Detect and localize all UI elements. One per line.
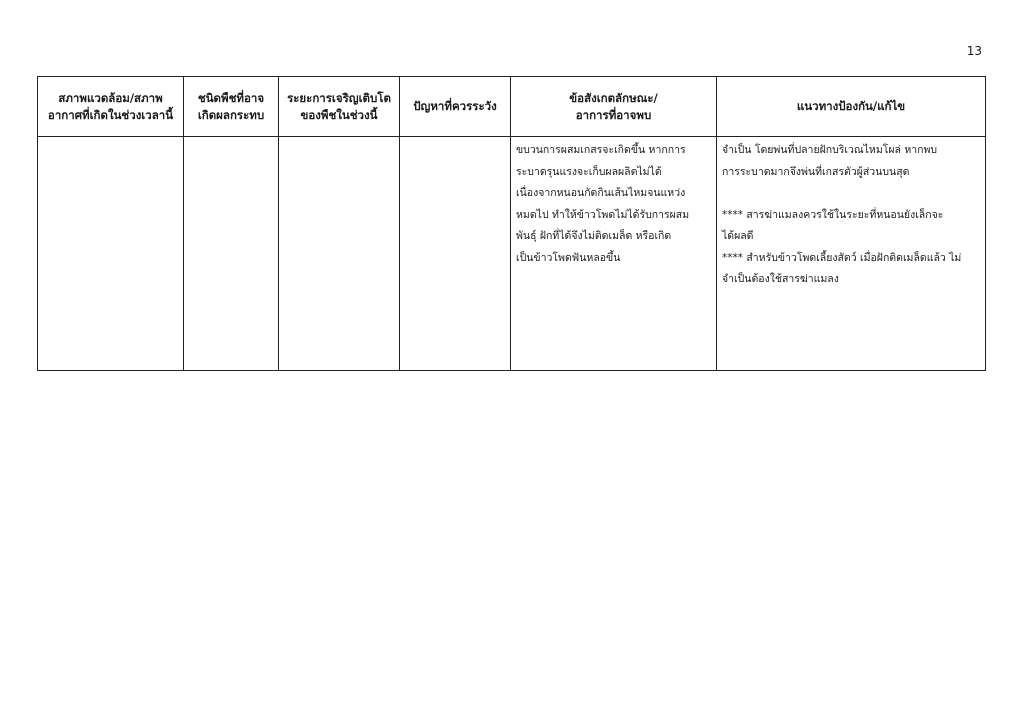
header-problems-to-watch: ปัญหาที่ควรระวัง — [400, 77, 511, 137]
cell-prevention: จำเป็น โดยพ่นที่ปลายฝักบริเวณไหมโผล่ หากพบ การระบาดมากจึงพ่นที่เกสรตัวผู้ส่วนบนสุด **** สารฆ่าแมลงควรใช้ในระยะที่หนอนยังเล็กจะ ได้ผลดี **** สำหรับข้าวโพดเลี้ยงสัตว์ เมื่อฝักติดเมล็ดแล้ว ไม่ จำเป็นต้องใช้สารฆ่าแมลง — [717, 137, 986, 371]
header-prevention: แนวทางป้องกัน/แก้ไข — [717, 77, 986, 137]
cell-observations: ขบวนการผสมเกสรจะเกิดขึ้น หากการ ระบาดรุนแรงจะเก็บผลผลิตไม่ได้ เนื่องจากหนอนกัดกินเส้นไหมจนแหว่ง หมดไป ทำให้ข้าวโพดไม่ได้รับการผสม พันธุ์ ฝักที่ได้จึงไม่ติดเมล็ด หรือเกิด เป็นข้าวโพดฟันหลอขึ้น — [511, 137, 717, 371]
cell-affected-crops — [184, 137, 279, 371]
header-growth-stage: ระยะการเจริญเติบโต ของพืชในช่วงนี้ — [279, 77, 400, 137]
pest-guidance-table — [37, 76, 986, 371]
cell-problems-to-watch — [400, 137, 511, 371]
table-row — [38, 137, 986, 371]
table-header-row — [38, 77, 986, 137]
cell-growth-stage — [279, 137, 400, 371]
header-environment: สภาพแวดล้อม/สภาพ อากาศที่เกิดในช่วงเวลานี้ — [38, 77, 184, 137]
header-observations: ข้อสังเกตลักษณะ/ อาการที่อาจพบ — [511, 77, 717, 137]
page-number: 13 — [966, 44, 982, 58]
header-affected-crops: ชนิดพืชที่อาจ เกิดผลกระทบ — [184, 77, 279, 137]
cell-environment — [38, 137, 184, 371]
